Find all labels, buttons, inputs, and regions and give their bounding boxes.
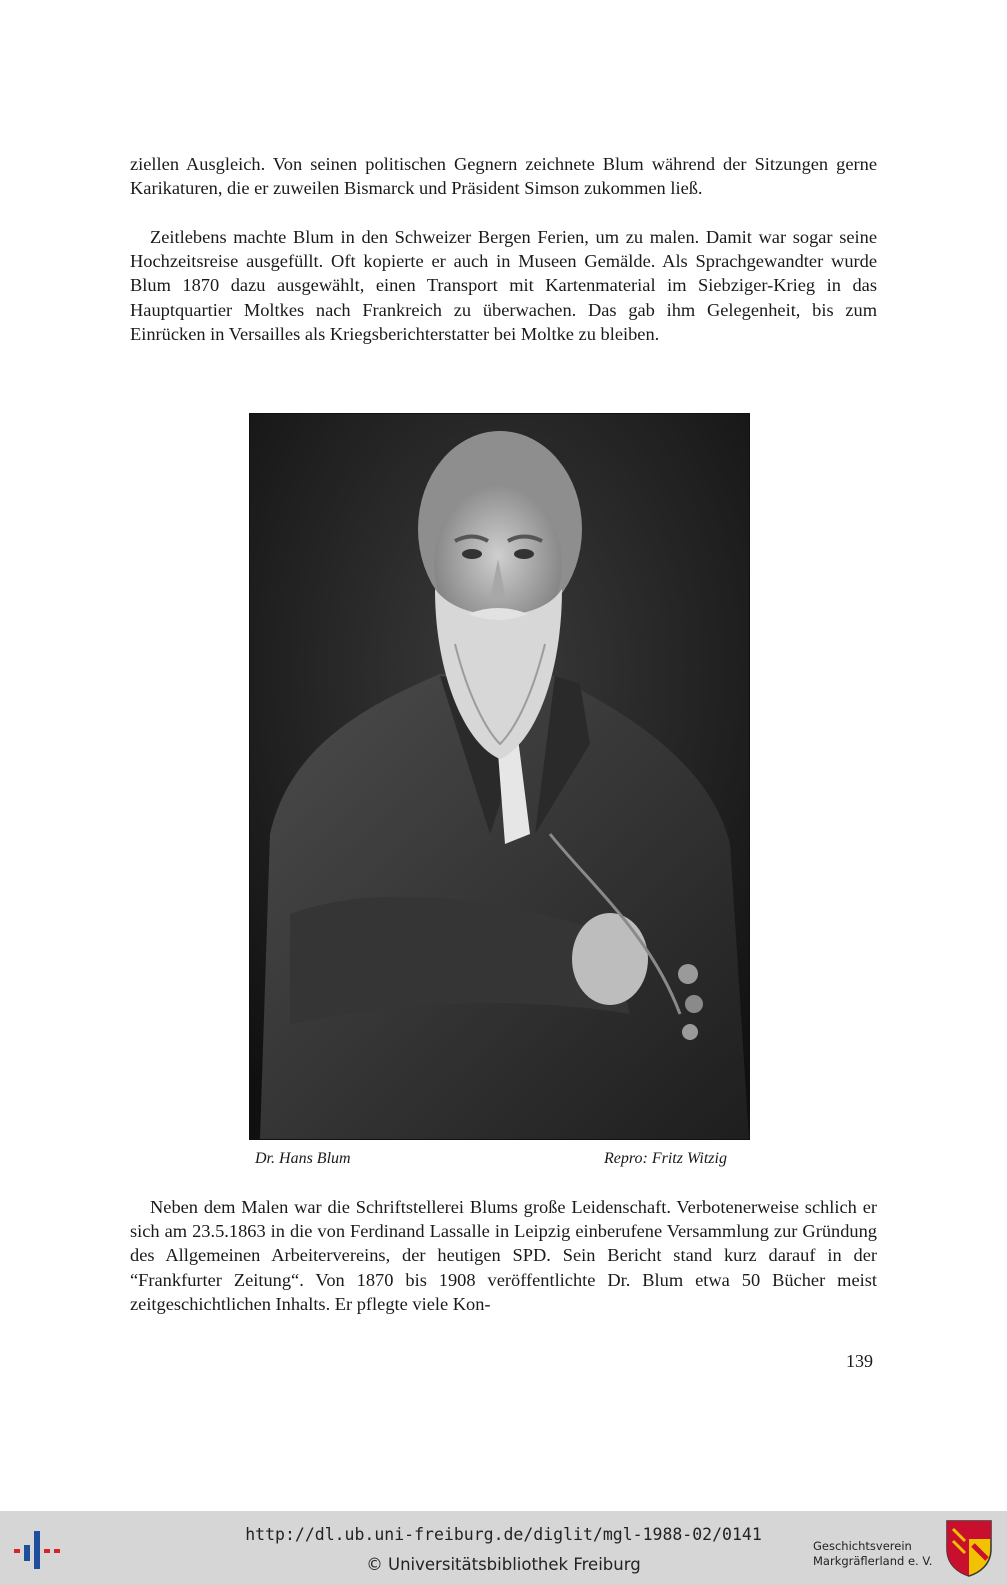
portrait-photo [250, 414, 749, 1139]
document-url-link[interactable]: http://dl.ub.uni-freiburg.de/diglit/mgl-1988-02/0141 [245, 1525, 762, 1544]
paragraph-continuation: ziellen Ausgleich. Von seinen politischen Gegnern zeichnete Blum während der Sitzungen gerne Karikaturen, die er zuweilen Bismarck und Präsident Simson zukommen ließ. [130, 154, 877, 199]
coat-of-arms-icon [945, 1519, 993, 1577]
society-name [813, 1539, 932, 1569]
paragraph-painting: Zeitlebens machte Blum in den Schweizer Bergen Ferien, um zu malen. Damit war sogar seine Hochzeitsreise ausgefüllt. Oft kopierte er auch in Museen Gemälde. Als Sprachgewandter wurde Blum 1870 dazu ausgewählt, einen Transport mit Kartenmaterial im Siebziger-Krieg in das Hauptquartier Moltkes nach Frankreich zu überwachen. Das gab ihm Gelegenheit, bis zum Einrücken in Versailles als Kriegsberichterstatter bei Moltke zu bleiben. [130, 227, 877, 344]
photo-caption-subject: Dr. Hans Blum [255, 1150, 351, 1167]
copyright-notice: © Universitätsbibliothek Freiburg [366, 1555, 641, 1574]
society-name-line2: Markgräflerland e. V. [813, 1554, 933, 1568]
society-name-line1: Geschichtsverein [813, 1539, 912, 1553]
page-number: 139 [846, 1351, 873, 1371]
footer-bar [0, 1511, 1007, 1585]
photo-caption-credit: Repro: Fritz Witzig [604, 1150, 727, 1167]
paragraph-writing: Neben dem Malen war die Schriftstellerei Blums große Leidenschaft. Verbotenerweise schlich er sich am 23.5.1863 in die von Ferdinand Lassalle in Leipzig einberufene Versammlung zur Gründung des Allgemeinen Arbeitervereins, der heutigen SPD. Sein Bericht stand kurz darauf in der “Frankfurter Zeitung“. Von 1870 bis 1908 veröffentlichte Dr. Blum etwa 50 Bücher meist zeitgeschichtlichen Inhalts. Er pflegte viele Kon- [130, 1197, 877, 1314]
